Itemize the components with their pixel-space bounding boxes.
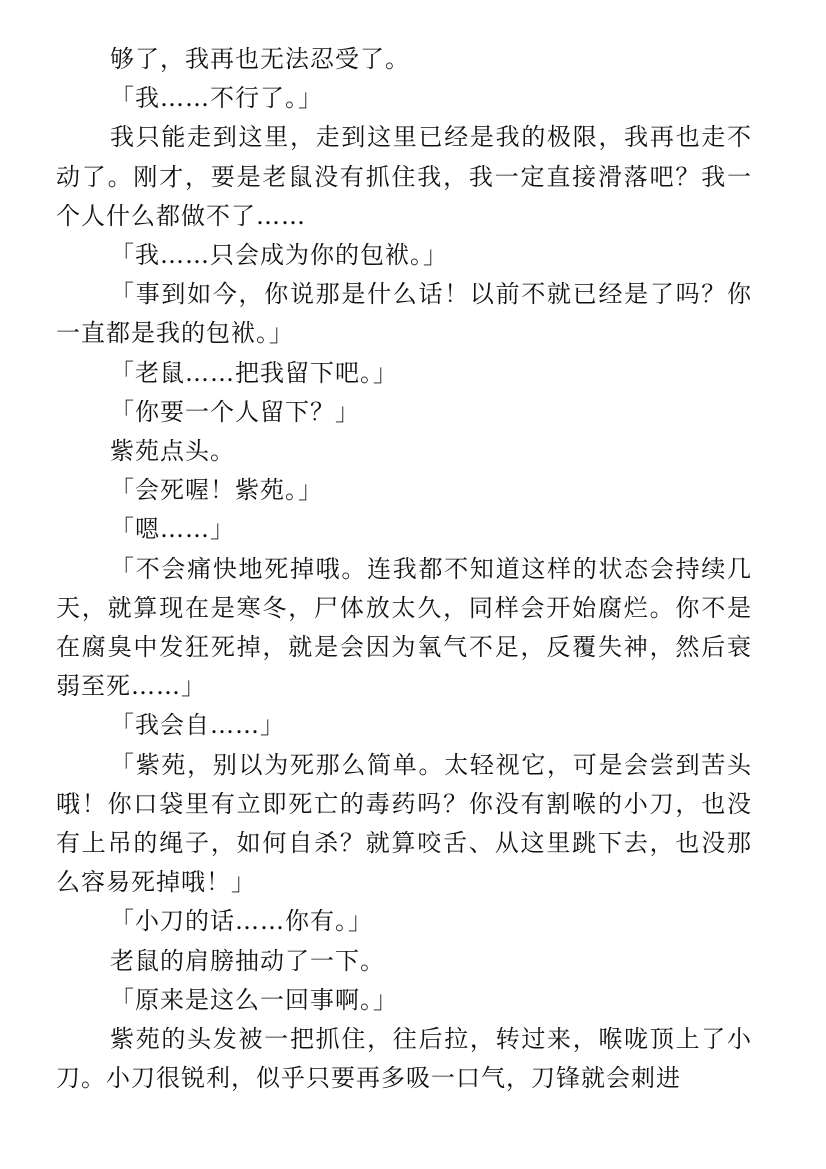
paragraph: 「你要一个人留下？」	[110, 397, 360, 426]
paragraph: 「我……只会成为你的包袱。」	[110, 241, 448, 270]
paragraph: 「我会自……」	[110, 711, 285, 740]
paragraph: 「原来是这么一回事啊。」	[110, 985, 398, 1014]
paragraph: 够了，我再也无法忍受了。	[110, 45, 410, 73]
paragraph: 「老鼠……把我留下吧。」	[110, 358, 398, 387]
paragraph: 「小刀的话……你有。」	[110, 907, 373, 936]
text-body	[56, 40, 752, 1098]
paragraph: 「不会痛快地死掉哦。连我都不知道这样的状态会持续几天，就算现在是寒冬，尸体放太久，同样会开始腐烂。你不是在腐臭中发狂死掉，就是会因为氧气不足，反覆失神，然后衰弱至死……」	[56, 554, 752, 701]
paragraph: 「会死喔！紫苑。」	[110, 476, 323, 505]
paragraph: 紫苑的头发被一把抓住，往后拉，转过来，喉咙顶上了小刀。小刀很锐利，似乎只要再多吸一口气，刀锋就会刺进	[56, 1025, 752, 1093]
paragraph: 紫苑点头。	[110, 437, 235, 466]
paragraph: 老鼠的肩膀抽动了一下。	[110, 946, 385, 975]
paragraph: 我只能走到这里，走到这里已经是我的极限，我再也走不动了。刚才，要是老鼠没有抓住我，我一定直接滑落吧？我一个人什么都做不了……	[56, 123, 752, 230]
paragraph: 「我……不行了。」	[110, 84, 323, 113]
paragraph: 「紫苑，别以为死那么简单。太轻视它，可是会尝到苦头哦！你口袋里有立即死亡的毒药吗？你没有割喉的小刀，也没有上吊的绳子，如何自杀？就算咬舌、从这里跳下去，也没那么容易死掉哦！」	[56, 750, 752, 897]
paragraph: 「事到如今，你说那是什么话！以前不就已经是了吗？你一直都是我的包袱。」	[56, 280, 752, 348]
paragraph: 「嗯……」	[110, 515, 235, 544]
